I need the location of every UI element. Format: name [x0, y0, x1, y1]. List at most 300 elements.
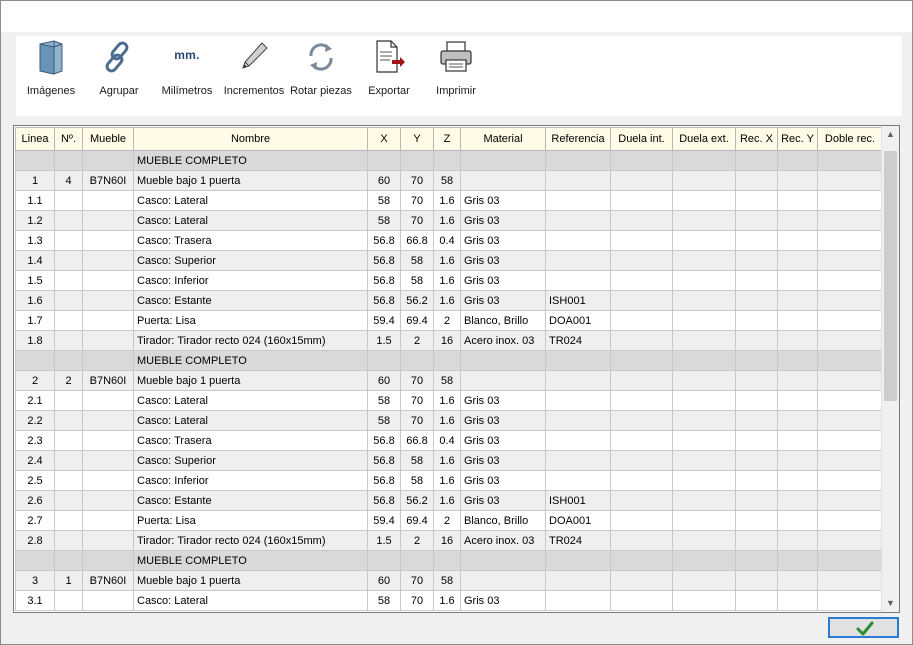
column-header[interactable]: Material [461, 128, 546, 151]
table-cell[interactable] [736, 211, 778, 231]
table-cell[interactable] [736, 451, 778, 471]
table-cell[interactable]: 56.2 [401, 291, 434, 311]
table-cell[interactable]: 1.6 [434, 211, 461, 231]
table-cell[interactable] [778, 351, 818, 371]
table-row[interactable] [16, 511, 883, 531]
table-cell[interactable] [818, 211, 883, 231]
table-cell[interactable] [55, 211, 83, 231]
table-cell[interactable] [55, 351, 83, 371]
table-cell[interactable]: 1.6 [434, 271, 461, 291]
table-cell[interactable] [368, 151, 401, 171]
table-row[interactable] [16, 291, 883, 311]
table-cell[interactable] [611, 431, 673, 451]
table-cell[interactable] [778, 591, 818, 611]
table-cell[interactable]: Casco: Superior [134, 451, 368, 471]
table-cell[interactable]: Gris 03 [461, 231, 546, 251]
table-cell[interactable] [611, 391, 673, 411]
table-cell[interactable]: 56.8 [368, 491, 401, 511]
table-cell[interactable] [778, 331, 818, 351]
table-cell[interactable]: 3.1 [16, 591, 55, 611]
table-cell[interactable] [778, 571, 818, 591]
scroll-up-arrow-icon[interactable]: ▲ [886, 129, 895, 139]
table-cell[interactable] [818, 331, 883, 351]
ok-button[interactable] [828, 617, 899, 638]
table-cell[interactable]: 1 [16, 171, 55, 191]
table-cell[interactable]: 66.8 [401, 231, 434, 251]
table-cell[interactable] [461, 551, 546, 571]
table-cell[interactable]: 58 [401, 471, 434, 491]
table-cell[interactable] [736, 311, 778, 331]
table-cell[interactable]: TR024 [546, 531, 611, 551]
table-row[interactable] [16, 531, 883, 551]
table-cell[interactable] [673, 511, 736, 531]
table-cell[interactable]: Gris 03 [461, 591, 546, 611]
table-cell[interactable]: 2.4 [16, 451, 55, 471]
table-cell[interactable] [818, 351, 883, 371]
table-cell[interactable] [818, 531, 883, 551]
table-cell[interactable]: Casco: Estante [134, 291, 368, 311]
table-cell[interactable] [83, 451, 134, 471]
table-cell[interactable]: 16 [434, 531, 461, 551]
table-cell[interactable]: 70 [401, 371, 434, 391]
table-cell[interactable] [401, 351, 434, 371]
table-cell[interactable] [546, 251, 611, 271]
table-cell[interactable]: TR024 [546, 331, 611, 351]
column-header[interactable]: Linea [16, 128, 55, 151]
table-cell[interactable] [673, 271, 736, 291]
table-cell[interactable] [55, 331, 83, 351]
table-cell[interactable] [611, 571, 673, 591]
table-cell[interactable]: 58 [401, 451, 434, 471]
table-row[interactable] [16, 391, 883, 411]
table-cell[interactable] [401, 151, 434, 171]
table-cell[interactable]: 56.8 [368, 271, 401, 291]
table-cell[interactable]: Puerta: Lisa [134, 311, 368, 331]
table-cell[interactable] [55, 191, 83, 211]
table-cell[interactable] [778, 291, 818, 311]
table-cell[interactable] [736, 191, 778, 211]
table-cell[interactable]: 2 [16, 371, 55, 391]
column-header[interactable]: Duela int. [611, 128, 673, 151]
table-cell[interactable]: Gris 03 [461, 431, 546, 451]
table-cell[interactable]: 2.2 [16, 411, 55, 431]
table-cell[interactable] [83, 311, 134, 331]
table-cell[interactable]: ISH001 [546, 291, 611, 311]
table-cell[interactable] [778, 391, 818, 411]
table-cell[interactable] [736, 531, 778, 551]
table-cell[interactable]: Mueble bajo 1 puerta [134, 371, 368, 391]
table-cell[interactable] [736, 391, 778, 411]
table-cell[interactable] [55, 531, 83, 551]
table-cell[interactable] [546, 171, 611, 191]
table-cell[interactable]: Casco: Lateral [134, 411, 368, 431]
table-cell[interactable] [778, 251, 818, 271]
table-cell[interactable]: Gris 03 [461, 411, 546, 431]
table-cell[interactable] [673, 591, 736, 611]
table-cell[interactable] [818, 231, 883, 251]
column-header[interactable]: Duela ext. [673, 128, 736, 151]
table-row[interactable] [16, 331, 883, 351]
table-cell[interactable] [434, 151, 461, 171]
table-cell[interactable] [55, 511, 83, 531]
table-cell[interactable] [83, 391, 134, 411]
table-cell[interactable]: 0.4 [434, 231, 461, 251]
table-cell[interactable]: 3 [16, 571, 55, 591]
table-row[interactable] [16, 451, 883, 471]
table-cell[interactable] [778, 431, 818, 451]
table-cell[interactable] [83, 351, 134, 371]
table-cell[interactable] [434, 351, 461, 371]
table-cell[interactable]: 1.6 [434, 251, 461, 271]
table-cell[interactable] [16, 351, 55, 371]
table-cell[interactable]: 58 [434, 171, 461, 191]
table-cell[interactable] [611, 231, 673, 251]
table-cell[interactable] [736, 251, 778, 271]
table-cell[interactable]: 1.6 [434, 411, 461, 431]
table-cell[interactable]: Casco: Lateral [134, 591, 368, 611]
table-cell[interactable]: 58 [401, 251, 434, 271]
table-cell[interactable] [461, 151, 546, 171]
table-cell[interactable] [83, 331, 134, 351]
table-cell[interactable] [736, 571, 778, 591]
table-cell[interactable]: 2.1 [16, 391, 55, 411]
table-cell[interactable] [611, 151, 673, 171]
table-cell[interactable] [611, 331, 673, 351]
table-cell[interactable] [611, 491, 673, 511]
table-cell[interactable]: B7N60I [83, 371, 134, 391]
table-cell[interactable] [778, 151, 818, 171]
table-cell[interactable]: 58 [368, 191, 401, 211]
table-cell[interactable] [736, 591, 778, 611]
table-cell[interactable]: Acero inox. 03 [461, 531, 546, 551]
table-cell[interactable] [83, 471, 134, 491]
table-cell[interactable] [611, 511, 673, 531]
table-cell[interactable]: 1.5 [16, 271, 55, 291]
table-cell[interactable] [83, 411, 134, 431]
column-header[interactable]: Nº. [55, 128, 83, 151]
table-cell[interactable] [83, 231, 134, 251]
table-cell[interactable] [546, 431, 611, 451]
table-cell[interactable]: 2 [401, 531, 434, 551]
table-cell[interactable] [673, 531, 736, 551]
table-cell[interactable]: 70 [401, 571, 434, 591]
table-row[interactable] [16, 471, 883, 491]
table-row[interactable] [16, 571, 883, 591]
table-cell[interactable] [611, 531, 673, 551]
table-cell[interactable]: MUEBLE COMPLETO [134, 551, 368, 571]
table-cell[interactable]: 1.7 [16, 311, 55, 331]
table-cell[interactable] [673, 211, 736, 231]
table-cell[interactable] [546, 151, 611, 171]
table-cell[interactable] [673, 471, 736, 491]
table-cell[interactable]: Gris 03 [461, 491, 546, 511]
table-cell[interactable] [778, 211, 818, 231]
table-cell[interactable] [546, 451, 611, 471]
table-cell[interactable] [673, 391, 736, 411]
table-cell[interactable] [401, 551, 434, 571]
table-cell[interactable] [55, 411, 83, 431]
table-cell[interactable] [611, 411, 673, 431]
table-cell[interactable] [818, 491, 883, 511]
table-cell[interactable]: 60 [368, 371, 401, 391]
table-cell[interactable]: 2.8 [16, 531, 55, 551]
table-cell[interactable] [546, 211, 611, 231]
table-cell[interactable] [611, 191, 673, 211]
column-header[interactable]: X [368, 128, 401, 151]
table-row[interactable] [16, 591, 883, 611]
table-cell[interactable] [611, 171, 673, 191]
table-cell[interactable] [546, 391, 611, 411]
table-cell[interactable] [55, 271, 83, 291]
table-cell[interactable] [611, 251, 673, 271]
table-cell[interactable]: 58 [368, 411, 401, 431]
table-cell[interactable]: Mueble bajo 1 puerta [134, 571, 368, 591]
table-cell[interactable] [818, 591, 883, 611]
table-cell[interactable]: Gris 03 [461, 211, 546, 231]
table-cell[interactable]: 0.4 [434, 431, 461, 451]
table-cell[interactable] [16, 151, 55, 171]
table-cell[interactable] [83, 511, 134, 531]
table-cell[interactable]: 58 [434, 571, 461, 591]
table-cell[interactable] [83, 151, 134, 171]
table-cell[interactable]: Casco: Trasera [134, 231, 368, 251]
table-cell[interactable] [818, 511, 883, 531]
table-cell[interactable] [546, 271, 611, 291]
table-cell[interactable]: ISH001 [546, 491, 611, 511]
table-cell[interactable] [778, 531, 818, 551]
table-row[interactable] [16, 171, 883, 191]
table-cell[interactable] [736, 271, 778, 291]
table-cell[interactable] [55, 491, 83, 511]
table-row[interactable] [16, 231, 883, 251]
table-cell[interactable] [83, 291, 134, 311]
table-cell[interactable]: 56.8 [368, 451, 401, 471]
table-cell[interactable] [16, 551, 55, 571]
table-cell[interactable] [611, 591, 673, 611]
table-cell[interactable] [736, 291, 778, 311]
table-cell[interactable] [736, 491, 778, 511]
table-cell[interactable] [736, 171, 778, 191]
table-cell[interactable] [55, 551, 83, 571]
table-cell[interactable] [83, 211, 134, 231]
table-cell[interactable]: 2 [55, 371, 83, 391]
table-cell[interactable]: 60 [368, 571, 401, 591]
table-cell[interactable] [83, 431, 134, 451]
table-cell[interactable] [736, 471, 778, 491]
table-cell[interactable] [434, 551, 461, 571]
table-cell[interactable]: 56.8 [368, 431, 401, 451]
table-cell[interactable] [611, 471, 673, 491]
table-cell[interactable]: 69.4 [401, 311, 434, 331]
table-cell[interactable]: 70 [401, 391, 434, 411]
scroll-thumb[interactable] [884, 151, 897, 401]
table-row[interactable] [16, 311, 883, 331]
table-cell[interactable] [55, 291, 83, 311]
table-row[interactable] [16, 411, 883, 431]
table-cell[interactable] [818, 251, 883, 271]
column-header[interactable]: Doble rec. [818, 128, 883, 151]
table-cell[interactable] [778, 371, 818, 391]
table-cell[interactable]: Gris 03 [461, 451, 546, 471]
table-cell[interactable]: 56.8 [368, 231, 401, 251]
group-header-row[interactable] [16, 151, 883, 171]
table-cell[interactable] [736, 551, 778, 571]
column-header[interactable]: Z [434, 128, 461, 151]
table-cell[interactable]: 58 [434, 371, 461, 391]
table-cell[interactable]: Gris 03 [461, 191, 546, 211]
table-cell[interactable]: 59.4 [368, 511, 401, 531]
table-cell[interactable] [778, 511, 818, 531]
table-cell[interactable] [55, 391, 83, 411]
table-cell[interactable] [818, 171, 883, 191]
table-cell[interactable]: Blanco, Brillo [461, 311, 546, 331]
table-cell[interactable]: MUEBLE COMPLETO [134, 151, 368, 171]
table-cell[interactable] [673, 571, 736, 591]
table-cell[interactable] [818, 191, 883, 211]
table-cell[interactable] [673, 411, 736, 431]
table-cell[interactable]: 66.8 [401, 431, 434, 451]
table-cell[interactable]: Casco: Lateral [134, 211, 368, 231]
table-cell[interactable] [818, 551, 883, 571]
table-cell[interactable] [673, 151, 736, 171]
table-cell[interactable] [83, 191, 134, 211]
table-cell[interactable] [546, 551, 611, 571]
table-cell[interactable] [736, 331, 778, 351]
table-cell[interactable] [778, 411, 818, 431]
table-cell[interactable] [673, 451, 736, 471]
table-cell[interactable]: 58 [368, 591, 401, 611]
table-cell[interactable]: 1.5 [368, 331, 401, 351]
table-cell[interactable] [736, 151, 778, 171]
table-cell[interactable] [673, 551, 736, 571]
table-row[interactable] [16, 251, 883, 271]
table-cell[interactable] [736, 511, 778, 531]
table-cell[interactable] [673, 291, 736, 311]
table-cell[interactable] [778, 231, 818, 251]
table-cell[interactable] [736, 411, 778, 431]
table-cell[interactable]: Gris 03 [461, 391, 546, 411]
pieces-grid[interactable] [13, 125, 900, 613]
table-cell[interactable] [546, 351, 611, 371]
table-cell[interactable] [55, 451, 83, 471]
group-header-row[interactable] [16, 551, 883, 571]
table-cell[interactable] [611, 351, 673, 371]
table-cell[interactable] [673, 331, 736, 351]
table-cell[interactable] [611, 311, 673, 331]
table-cell[interactable] [461, 171, 546, 191]
table-cell[interactable] [673, 431, 736, 451]
table-cell[interactable] [736, 431, 778, 451]
table-cell[interactable]: 58 [368, 211, 401, 231]
table-cell[interactable] [611, 291, 673, 311]
table-cell[interactable] [368, 551, 401, 571]
table-cell[interactable]: 1.6 [16, 291, 55, 311]
table-cell[interactable] [673, 191, 736, 211]
table-cell[interactable]: 1.6 [434, 291, 461, 311]
table-cell[interactable]: 56.2 [401, 491, 434, 511]
table-cell[interactable]: 2 [401, 331, 434, 351]
table-cell[interactable]: Casco: Estante [134, 491, 368, 511]
table-cell[interactable]: 58 [368, 391, 401, 411]
table-cell[interactable] [546, 411, 611, 431]
table-cell[interactable] [778, 271, 818, 291]
table-cell[interactable] [736, 371, 778, 391]
table-cell[interactable]: 1.8 [16, 331, 55, 351]
table-cell[interactable]: 70 [401, 411, 434, 431]
table-cell[interactable]: 16 [434, 331, 461, 351]
table-cell[interactable] [55, 251, 83, 271]
table-cell[interactable]: Tirador: Tirador recto 024 (160x15mm) [134, 531, 368, 551]
table-cell[interactable] [778, 471, 818, 491]
export-button[interactable] [354, 36, 424, 116]
table-cell[interactable]: B7N60I [83, 571, 134, 591]
table-cell[interactable]: 1.3 [16, 231, 55, 251]
table-cell[interactable] [778, 551, 818, 571]
table-cell[interactable] [83, 491, 134, 511]
table-cell[interactable]: 1.6 [434, 471, 461, 491]
table-cell[interactable] [673, 491, 736, 511]
table-cell[interactable] [55, 471, 83, 491]
table-cell[interactable] [55, 231, 83, 251]
table-cell[interactable]: Gris 03 [461, 251, 546, 271]
table-cell[interactable] [546, 191, 611, 211]
table-cell[interactable] [611, 451, 673, 471]
group-header-row[interactable] [16, 351, 883, 371]
table-cell[interactable]: 2 [434, 311, 461, 331]
table-cell[interactable]: Puerta: Lisa [134, 511, 368, 531]
table-cell[interactable]: 1 [55, 571, 83, 591]
table-cell[interactable] [818, 471, 883, 491]
table-cell[interactable] [546, 231, 611, 251]
table-cell[interactable]: 2.7 [16, 511, 55, 531]
table-cell[interactable]: DOA001 [546, 311, 611, 331]
millimeters-button[interactable] [152, 36, 222, 116]
table-cell[interactable]: Casco: Lateral [134, 391, 368, 411]
table-cell[interactable] [83, 551, 134, 571]
table-cell[interactable] [673, 251, 736, 271]
table-cell[interactable]: 60 [368, 171, 401, 191]
column-header[interactable]: Mueble [83, 128, 134, 151]
column-header[interactable]: Y [401, 128, 434, 151]
column-header[interactable]: Nombre [134, 128, 368, 151]
table-cell[interactable] [83, 251, 134, 271]
table-cell[interactable] [778, 171, 818, 191]
table-cell[interactable]: 1.6 [434, 591, 461, 611]
table-cell[interactable]: 56.8 [368, 291, 401, 311]
table-row[interactable] [16, 371, 883, 391]
table-cell[interactable] [55, 591, 83, 611]
table-cell[interactable]: 2.3 [16, 431, 55, 451]
table-cell[interactable] [736, 231, 778, 251]
table-row[interactable] [16, 431, 883, 451]
table-cell[interactable] [673, 171, 736, 191]
table-cell[interactable] [83, 591, 134, 611]
table-cell[interactable] [461, 571, 546, 591]
table-cell[interactable]: Casco: Lateral [134, 191, 368, 211]
table-cell[interactable] [778, 491, 818, 511]
table-cell[interactable]: 2.5 [16, 471, 55, 491]
table-cell[interactable]: 69.4 [401, 511, 434, 531]
table-cell[interactable]: 1.1 [16, 191, 55, 211]
table-cell[interactable] [673, 351, 736, 371]
table-cell[interactable]: 1.6 [434, 451, 461, 471]
table-cell[interactable] [368, 351, 401, 371]
table-cell[interactable] [778, 311, 818, 331]
table-cell[interactable] [83, 531, 134, 551]
group-button[interactable] [84, 36, 154, 116]
table-cell[interactable] [461, 351, 546, 371]
table-row[interactable] [16, 491, 883, 511]
